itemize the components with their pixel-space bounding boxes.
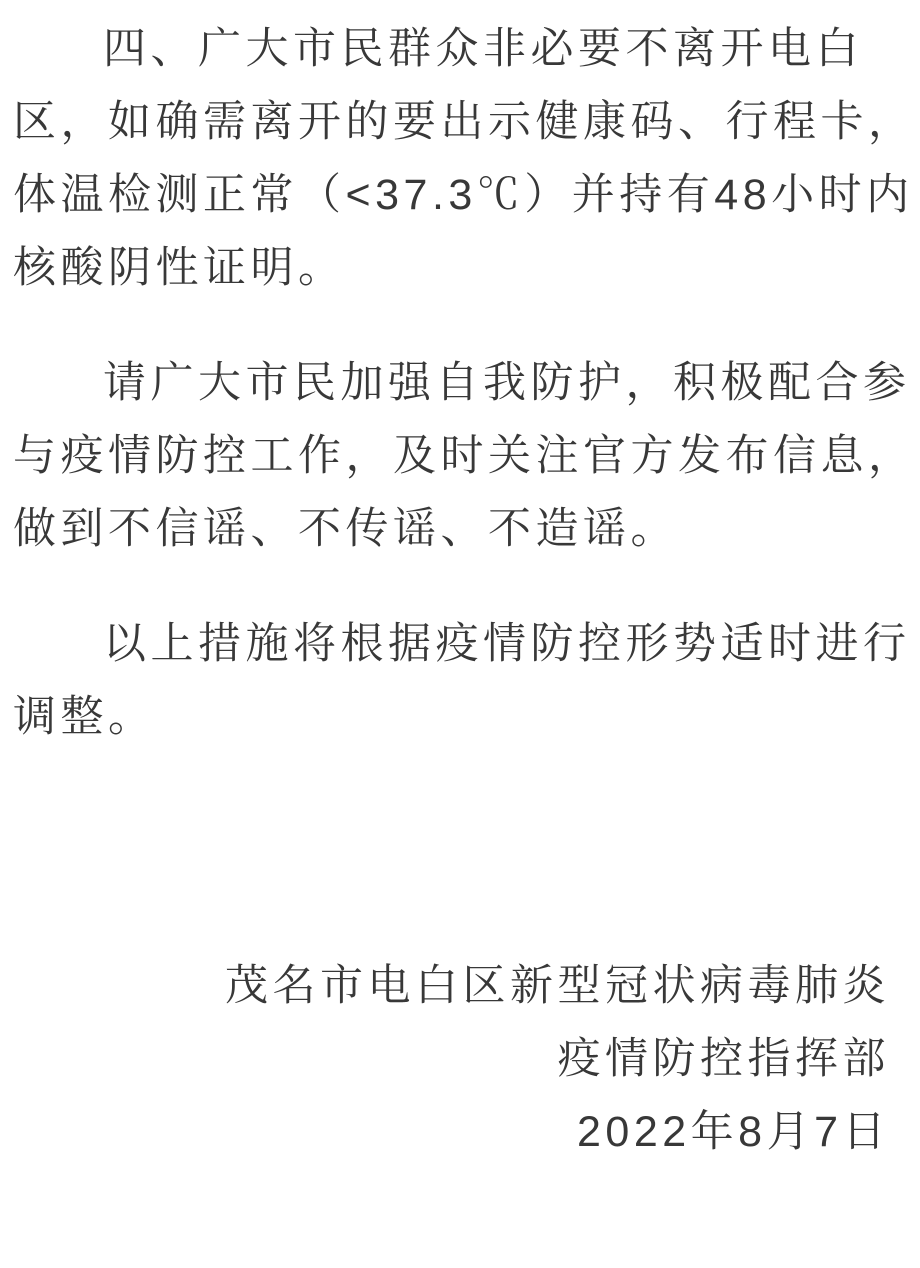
- paragraph-line: 区，如确需离开的要出示健康码、行程卡，: [13, 98, 916, 146]
- paragraph-line: 请广大市民加强自我防护，积极配合参: [103, 359, 911, 407]
- paragraph-line: 体温检测正常（<37.3℃）并持有48小时内: [13, 171, 914, 219]
- paragraph-line: 做到不信谣、不传谣、不造谣。: [13, 505, 678, 553]
- paragraph-line: 四、广大市民群众非必要不离开电白: [103, 25, 863, 73]
- paragraph-measure-4: [13, 13, 916, 305]
- paragraph-line: 核酸阴性证明。: [13, 244, 346, 292]
- paragraph-line: 以上措施将根据疫情防控形势适时进行: [103, 620, 911, 668]
- signature-issuer-line-2: 疫情防控指挥部: [557, 1035, 890, 1083]
- paragraph-adjustment-notice: [13, 608, 911, 754]
- signature-issuer-line-1: 茂名市电白区新型冠状病毒肺炎: [225, 962, 890, 1010]
- signature-block: [13, 950, 890, 1169]
- paragraph-line: 调整。: [13, 693, 156, 741]
- signature-date: 2022年8月7日: [577, 1108, 890, 1156]
- paragraph-line: 与疫情防控工作，及时关注官方发布信息，: [13, 432, 916, 480]
- paragraph-citizen-advice: [13, 347, 916, 566]
